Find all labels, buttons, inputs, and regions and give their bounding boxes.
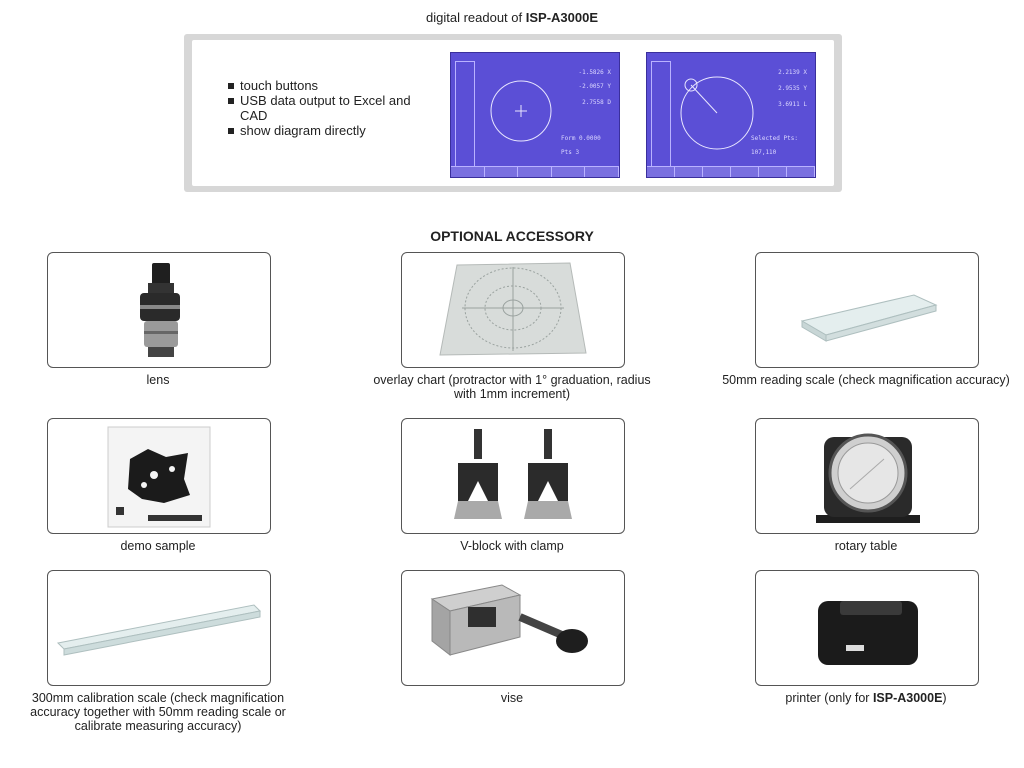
accessory-caption-lens: lens xyxy=(146,373,170,387)
accessory-card-lens xyxy=(47,252,271,368)
accessory-caption-printer: printer (only for ISP-A3000E) xyxy=(785,691,947,705)
coord-l: 3.6911 L xyxy=(778,101,807,108)
accessory-card-vise xyxy=(401,570,625,686)
accessory-caption-calibration-scale: 300mm calibration scale (check magnification accuracy together with 50mm reading scale or calibrate measuring accuracy) xyxy=(30,691,286,733)
rotary-table-icon xyxy=(756,419,978,533)
selected-label: Selected Pts: xyxy=(751,135,798,142)
readout-panel xyxy=(184,34,842,192)
readout-panel-inner xyxy=(192,40,834,186)
printer-icon xyxy=(756,571,978,685)
page-title: digital readout of ISP-A3000E xyxy=(426,10,598,25)
accessory-card-calibration-scale xyxy=(47,570,271,686)
coord-y: -2.0057 Y xyxy=(578,83,611,90)
pts-readout: Pts 3 xyxy=(561,149,580,156)
accessory-caption-overlay-chart: overlay chart (protractor with 1° graduation, radius with 1mm increment) xyxy=(373,373,651,401)
accessory-card-rotary-table xyxy=(755,418,979,534)
v-block-icon xyxy=(402,419,624,533)
feature-list xyxy=(228,78,428,138)
coord-y: 2.9535 Y xyxy=(778,85,807,92)
accessory-card-printer xyxy=(755,570,979,686)
screen-toolbar[interactable] xyxy=(451,166,619,177)
screen-toolbar[interactable] xyxy=(647,166,815,177)
accessory-caption-vise: vise xyxy=(500,691,524,705)
accessory-caption-reading-scale: 50mm reading scale (check magnification accuracy) xyxy=(722,373,1010,387)
accessory-caption-v-block: V-block with clamp xyxy=(460,539,564,553)
reading-scale-icon xyxy=(756,253,978,367)
readout-screen-right xyxy=(646,52,816,178)
accessory-caption-rotary-table: rotary table xyxy=(834,539,898,553)
accessory-caption-demo-sample: demo sample xyxy=(120,539,196,553)
accessory-card-overlay-chart xyxy=(401,252,625,368)
feature-item: touch buttons xyxy=(228,78,428,93)
feature-item: USB data output to Excel and CAD xyxy=(228,93,428,123)
overlay-chart-icon xyxy=(402,253,624,367)
coord-x: 2.2139 X xyxy=(778,69,807,76)
readout-screen-left xyxy=(450,52,620,178)
coord-d: 2.7558 D xyxy=(582,99,611,106)
vise-icon xyxy=(402,571,624,685)
accessory-card-reading-scale xyxy=(755,252,979,368)
accessory-card-demo-sample xyxy=(47,418,271,534)
selected-value: 107,110 xyxy=(751,149,777,156)
lens-icon xyxy=(48,253,270,367)
accessory-heading: OPTIONAL ACCESSORY xyxy=(430,228,594,244)
calibration-scale-icon xyxy=(48,571,270,685)
coord-x: -1.5826 X xyxy=(578,69,611,76)
feature-item: show diagram directly xyxy=(228,123,428,138)
form-readout: Form 0.0000 xyxy=(561,135,601,142)
printer-model: ISP-A3000E xyxy=(872,691,943,705)
accessory-card-v-block xyxy=(401,418,625,534)
demo-sample-icon xyxy=(48,419,270,533)
